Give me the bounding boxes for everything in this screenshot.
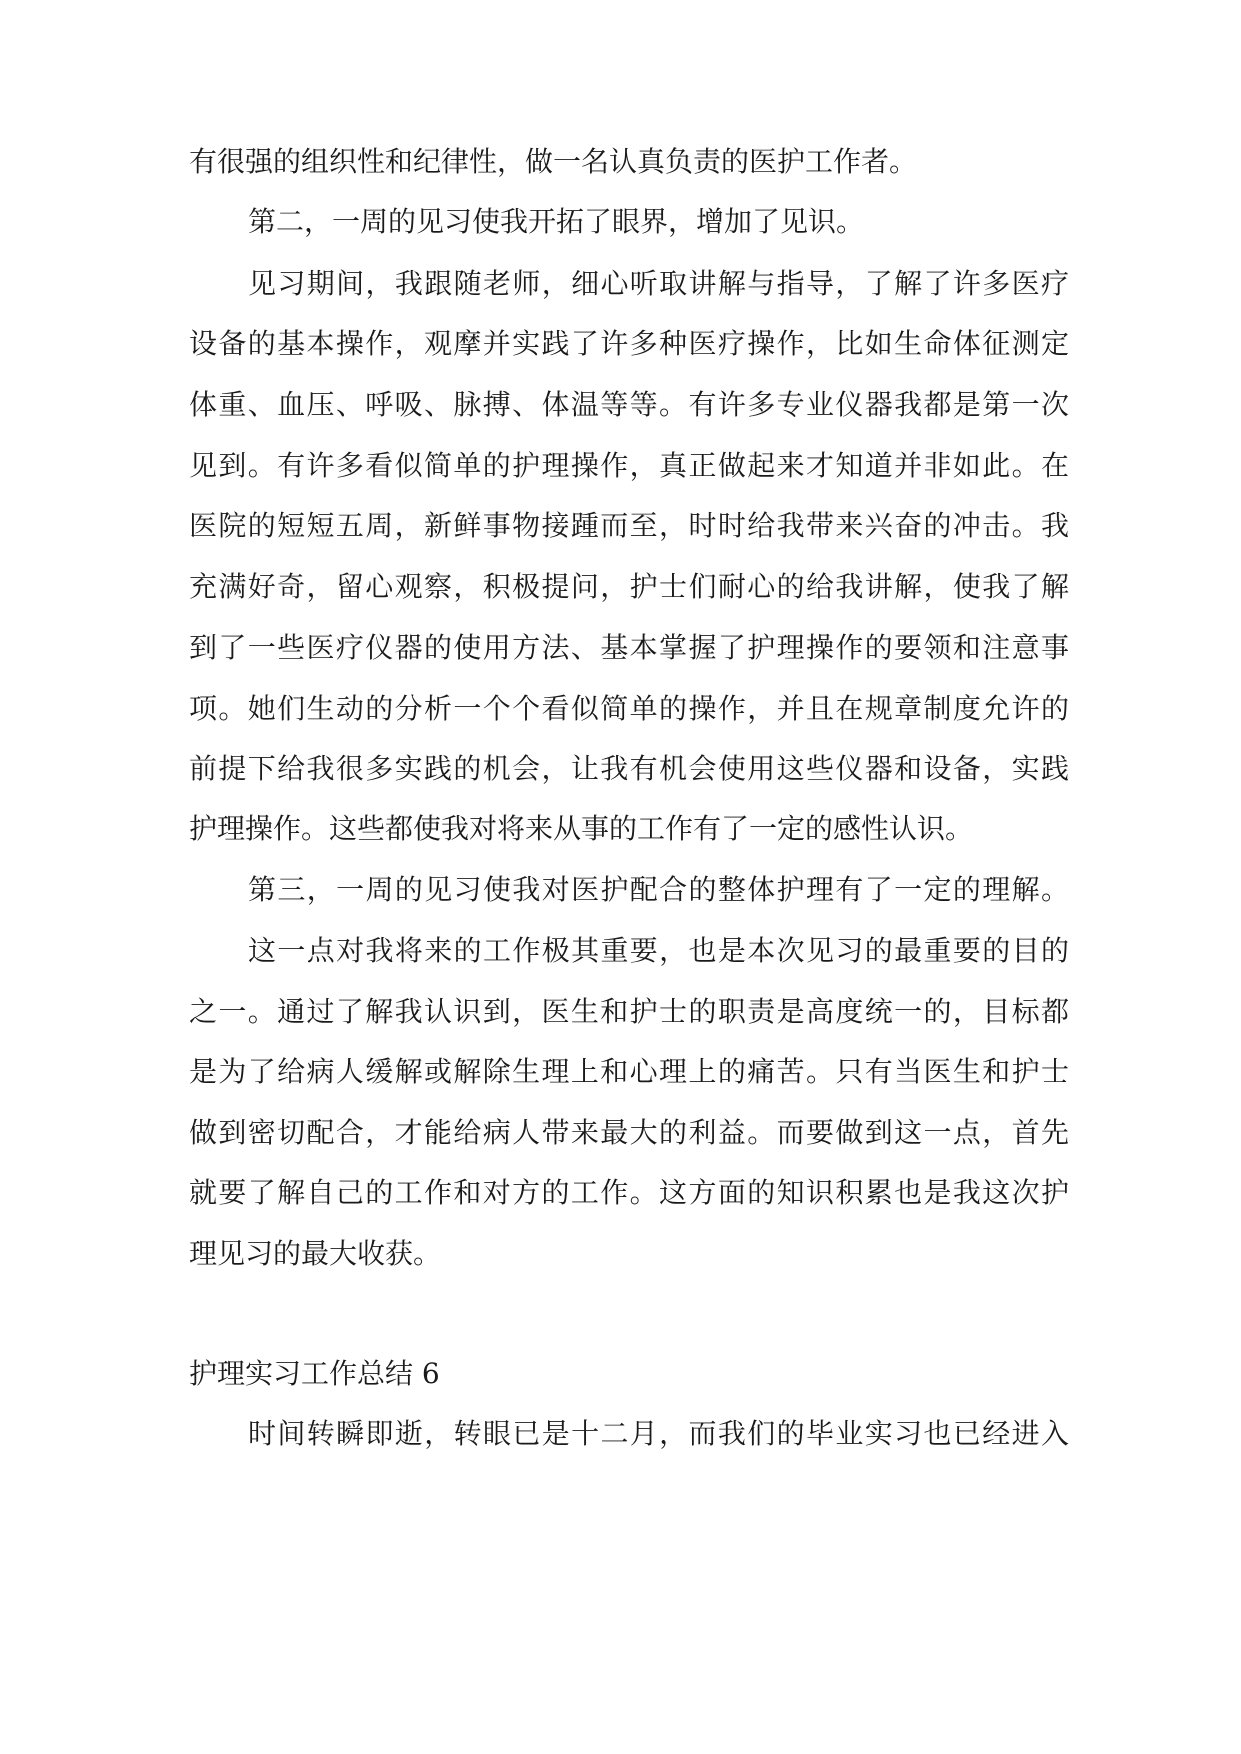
text-line: 理见习的最大收获。 bbox=[189, 1237, 442, 1270]
text-line: 第三，一周的见习使我对医护配合的整体护理有了一定的理解。 bbox=[248, 873, 1069, 906]
text-line: 护理操作。这些都使我对将来从事的工作有了一定的感性认识。 bbox=[189, 812, 974, 845]
text-line: 体重、血压、呼吸、脉搏、体温等等。有许多专业仪器我都是第一次 bbox=[189, 388, 1069, 421]
text-line: 是为了给病人缓解或解除生理上和心理上的痛苦。只有当医生和护士 bbox=[189, 1055, 1069, 1088]
text-line: 项。她们生动的分析一个个看似简单的操作，并且在规章制度允许的 bbox=[189, 692, 1069, 725]
text-line: 就要了解自己的工作和对方的工作。这方面的知识积累也是我这次护 bbox=[189, 1176, 1069, 1209]
section-heading: 护理实习工作总结 6 bbox=[189, 1357, 440, 1390]
text-line: 医院的短短五周，新鲜事物接踵而至，时时给我带来兴奋的冲击。我 bbox=[189, 509, 1069, 542]
text-line: 有很强的组织性和纪律性，做一名认真负责的医护工作者。 bbox=[189, 145, 918, 178]
text-line: 之一。通过了解我认识到，医生和护士的职责是高度统一的，目标都 bbox=[189, 995, 1069, 1028]
text-line: 做到密切配合，才能给病人带来最大的利益。而要做到这一点，首先 bbox=[189, 1116, 1069, 1149]
text-line: 到了一些医疗仪器的使用方法、基本掌握了护理操作的要领和注意事 bbox=[189, 631, 1069, 664]
text-line: 充满好奇，留心观察，积极提问，护士们耐心的给我讲解，使我了解 bbox=[189, 570, 1069, 603]
text-line: 这一点对我将来的工作极其重要，也是本次见习的最重要的目的 bbox=[248, 934, 1069, 967]
text-line: 前提下给我很多实践的机会，让我有机会使用这些仪器和设备，实践 bbox=[189, 752, 1069, 785]
text-line: 时间转瞬即逝，转眼已是十二月，而我们的毕业实习也已经进入 bbox=[248, 1417, 1069, 1450]
text-line: 第二，一周的见习使我开拓了眼界，增加了见识。 bbox=[248, 205, 865, 238]
text-line: 见到。有许多看似简单的护理操作，真正做起来才知道并非如此。在 bbox=[189, 449, 1069, 482]
text-line: 设备的基本操作，观摩并实践了许多种医疗操作，比如生命体征测定 bbox=[189, 327, 1069, 360]
text-line: 见习期间，我跟随老师，细心听取讲解与指导，了解了许多医疗 bbox=[248, 267, 1069, 300]
